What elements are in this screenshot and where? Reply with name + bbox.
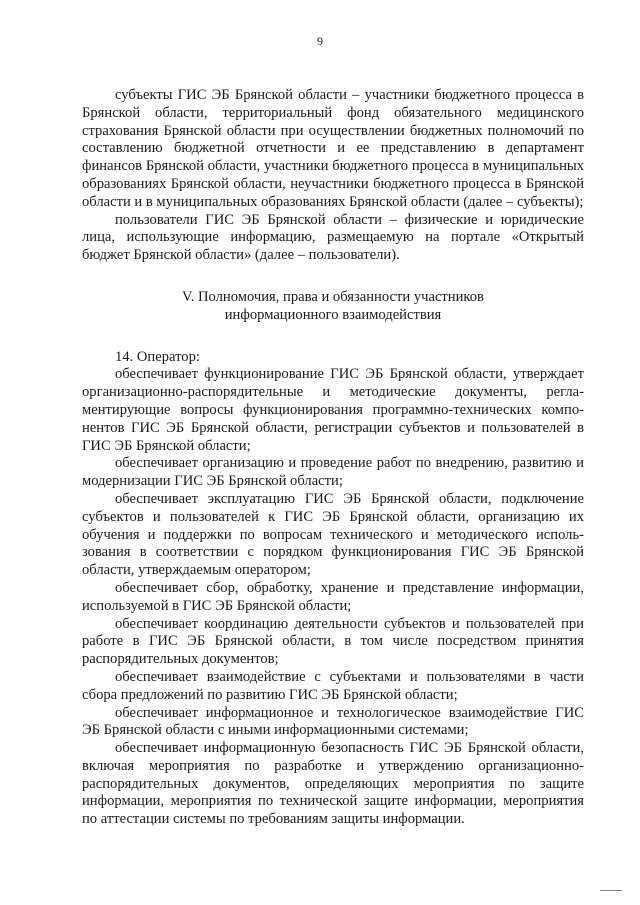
page-number: 9 <box>317 34 323 48</box>
section-heading-line-2: информационного взаимодействия <box>224 306 442 323</box>
operator-duty-2: обеспечивает организацию и проведение работ по внедрению, развитию и модернизации ГИС ЭБ Брянской области; <box>82 455 584 490</box>
operator-duty-4: обеспечивает сбор, обработку, хранение и представление информации, используемой в ГИС ЭБ Брянской области; <box>82 579 584 614</box>
operator-duty-3: обеспечивает эксплуатацию ГИС ЭБ Брянской области, подключение субъектов и пользователей к ГИС ЭБ Брянской области, организацию их обучения и поддержки по вопросам технического и методического использования в соответствии с порядком функционирования ГИС ЭБ Брянской области, утверждаемым оператором; <box>82 490 584 579</box>
paragraph-subjects: субъекты ГИС ЭБ Брянской области – участники бюджетного процесса в Брянской области, территориальный фонд обязательного медицинского страхования Брянской области при осуществлении бюджетных полномочий по составлению бюджетной отчетности и ее представлению в департамент финансов Брянской области, участники бюджетного процесса в муниципальных образованиях Брянской области, неучастники бюджетного процесса в Брянской области и в муниципальных образованиях Брянской области (далее – субъекты); <box>82 87 584 210</box>
document-body <box>82 87 584 829</box>
item-label: 14. Оператор: <box>115 348 200 365</box>
scan-edge-mark <box>600 890 622 891</box>
operator-duty-6: обеспечивает взаимодействие с субъектами и пользователями в части сбора предложений по развитию ГИС ЭБ Брянской области; <box>82 668 584 703</box>
operator-duty-7: обеспечивает информационное и технологическое взаимодействие ГИС ЭБ Брянской области с иными информационными системами; <box>82 704 584 739</box>
section-heading-line-1: V. Полномочия, права и обязанности участников <box>182 288 484 305</box>
paragraph-users: пользователи ГИС ЭБ Брянской области – физические и юридические лица, использующие информацию, размещаемую на портале «Открытый бюджет Брянской области» (далее – пользователи). <box>82 211 584 264</box>
operator-duty-8: обеспечивает информационную безопасность ГИС ЭБ Брянской области, включая мероприятия по разработке и утверждению организационно-распорядительных документов, определяющих мероприятия по защите информации, мероприятия по технической защите информации, мероприятия по аттестации системы по требованиям защиты информации. <box>82 740 584 828</box>
operator-duty-5: обеспечивает координацию деятельности субъектов и пользователей при работе в ГИС ЭБ Брянской области, в том числе посредством принятия распорядительных документов; <box>82 615 584 668</box>
operator-duty-1: обеспечивает функционирование ГИС ЭБ Брянской области, утверждает организационно-распорядительные и методические документы, регламентирующие вопросы функционирования программно-технических компонентов ГИС ЭБ Брянской области, регистрации субъектов и пользователей в ГИС ЭБ Брянской области; <box>82 366 584 454</box>
section-heading <box>82 289 584 325</box>
